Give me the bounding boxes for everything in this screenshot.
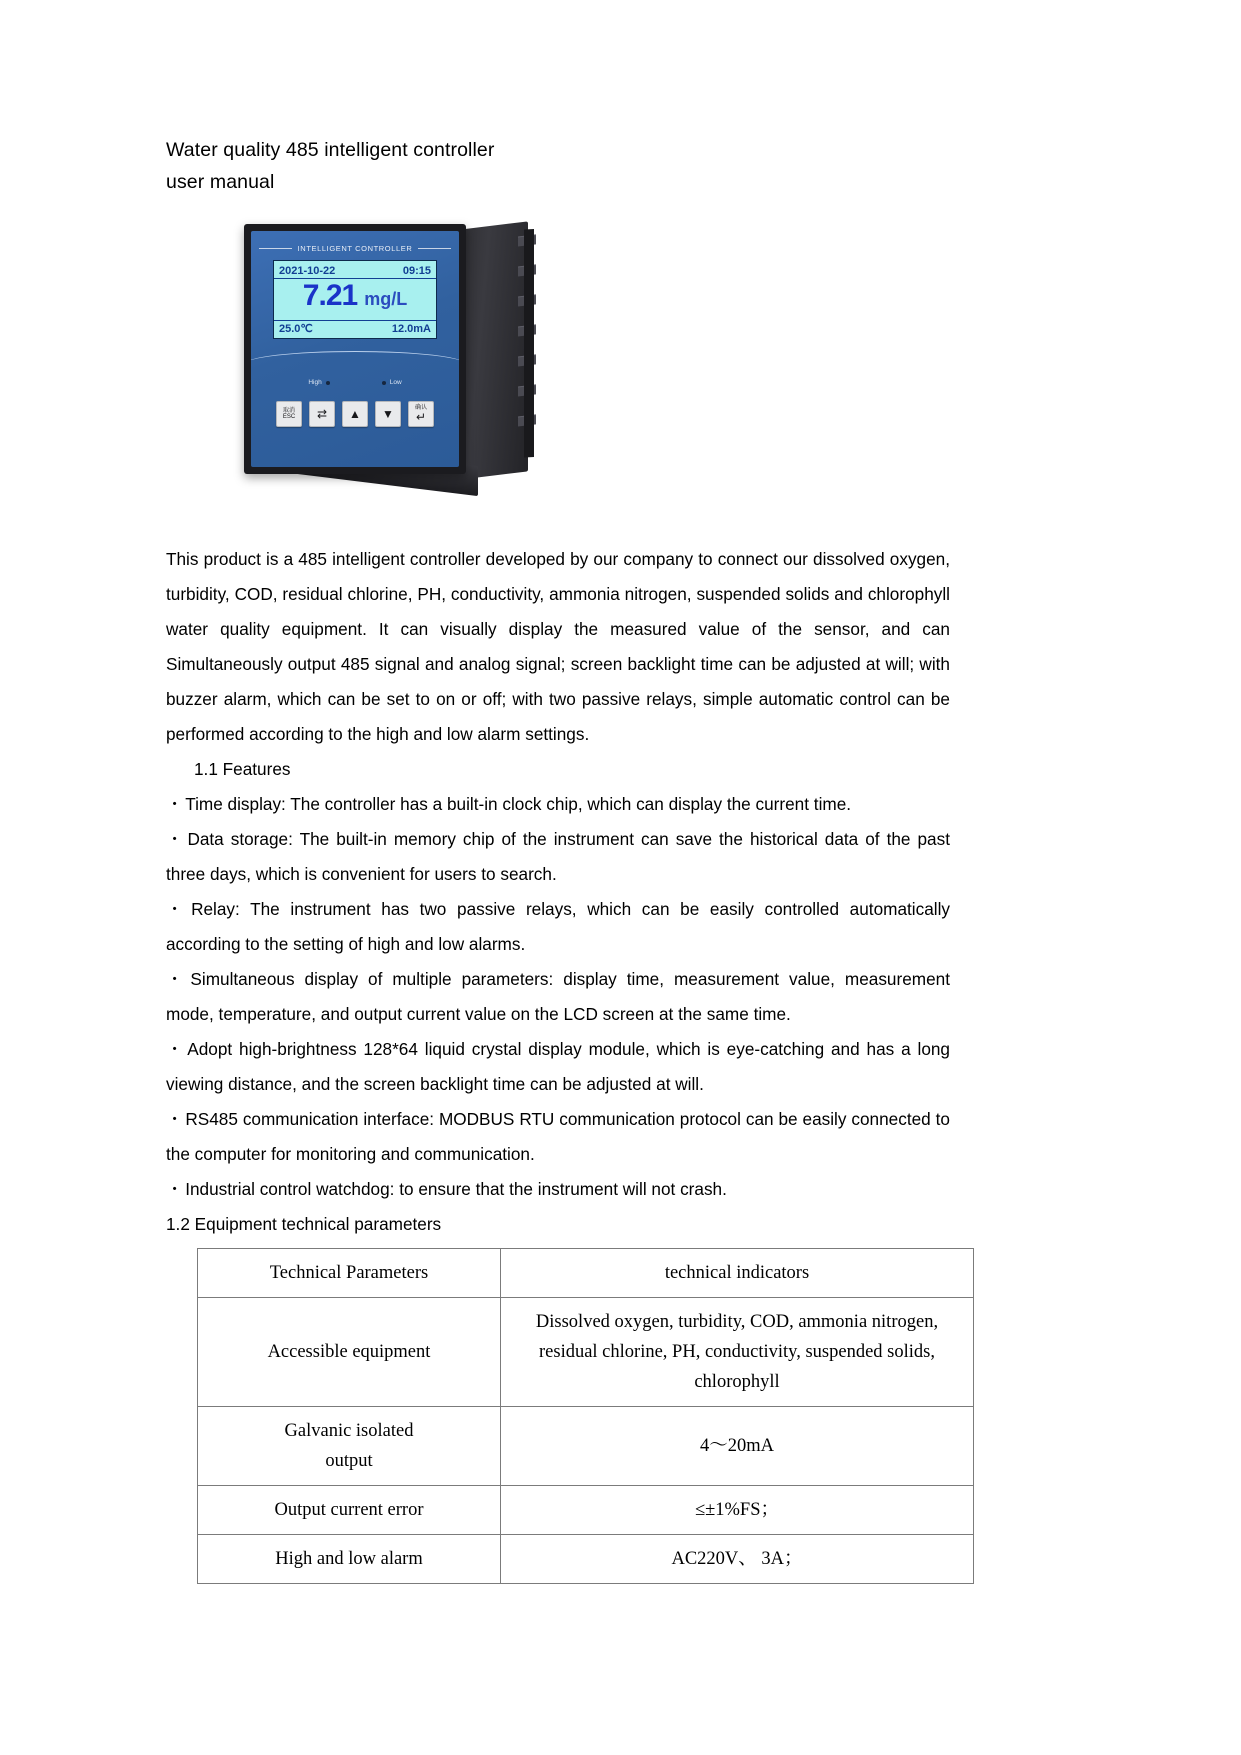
esc-key[interactable] <box>276 401 302 427</box>
table-header-row <box>198 1249 974 1298</box>
row-parameter-galvanic-isolated-output <box>198 1407 501 1486</box>
table-row <box>198 1535 974 1584</box>
feature-text: Time display: The controller has a built-in clock chip, which can display the current time. <box>185 794 852 814</box>
indicator-line: chlorophyll <box>694 1372 780 1392</box>
high-alarm-label: High <box>308 379 322 386</box>
device-front-face <box>251 231 459 467</box>
lcd-measured-unit: mg/L <box>364 289 408 309</box>
high-alarm-led <box>326 381 330 385</box>
brand-rule-left <box>259 248 292 249</box>
row-indicator-high-and-low-alarm: AC220V、 3A； <box>501 1535 974 1584</box>
feature-item <box>166 1032 950 1102</box>
features-heading: 1.1 Features <box>194 759 291 779</box>
device-fin <box>518 384 536 396</box>
device-fin <box>518 294 536 306</box>
device-fin <box>518 234 536 246</box>
device-fin <box>518 414 536 426</box>
row-parameter-output-current-error: Output current error <box>198 1486 501 1535</box>
document-title-line-2: user manual <box>166 171 275 193</box>
low-alarm-label: Low <box>389 379 402 386</box>
parameters-heading: 1.2 Equipment technical parameters <box>166 1214 442 1234</box>
feature-text: Industrial control watchdog: to ensure that the instrument will not crash. <box>185 1179 727 1199</box>
enter-key[interactable] <box>408 401 434 427</box>
product-figure <box>166 220 950 516</box>
bullet-mark-icon: ・ <box>166 899 192 919</box>
lcd-bottom-row <box>274 320 436 336</box>
technical-parameters-table <box>197 1248 974 1584</box>
row-parameter-high-and-low-alarm: High and low alarm <box>198 1535 501 1584</box>
feature-item <box>166 1172 950 1207</box>
up-key[interactable] <box>342 401 368 427</box>
row-indicator-accessible-equipment <box>501 1298 974 1407</box>
table-row <box>198 1486 974 1535</box>
feature-text: Relay: The instrument has two passive relays, which can be easily controlled automatically according to the setting of high and low alarms. <box>166 899 950 954</box>
parameter-line: Galvanic isolated <box>284 1421 414 1441</box>
device-brand-row <box>251 244 459 253</box>
lcd-screen <box>273 260 437 339</box>
intro-paragraph: This product is a 485 intelligent controller developed by our company to connect our dissolved oxygen, turbidity, COD, residual chlorine, PH, conductivity, ammonia nitrogen, suspended solids and chlorophyll water quality equipment. It can visually display the measured value of the sensor, and can Simultaneously output 485 signal and analog signal; screen backlight time can be adjusted at will; with buzzer alarm, which can be set to on or off; with two passive relays, simple automatic control can be performed according to the high and low alarm settings. <box>166 549 950 744</box>
bullet-mark-icon: ・ <box>166 1109 186 1129</box>
document-title <box>166 134 950 198</box>
enter-arrow-icon: ↵ <box>415 410 427 425</box>
page-content <box>166 134 950 1584</box>
high-alarm-indicator <box>308 379 329 386</box>
table-row <box>198 1298 974 1407</box>
brand-rule-right <box>418 248 451 249</box>
feature-item <box>166 962 950 1032</box>
bullet-mark-icon: ・ <box>166 1179 186 1199</box>
face-decorative-curve <box>251 351 459 364</box>
arrow-up-icon: ▲ <box>349 407 361 421</box>
device-front-bezel <box>244 224 466 474</box>
device-fin <box>518 324 536 336</box>
parameter-line: output <box>325 1451 373 1471</box>
feature-text: Data storage: The built-in memory chip of the instrument can save the historical data of the past three days, which is convenient for users to search. <box>166 829 950 884</box>
switch-arrows-icon: ⇄ <box>316 407 328 421</box>
bullet-mark-icon: ・ <box>166 969 191 989</box>
low-alarm-indicator <box>382 379 402 386</box>
bullet-mark-icon: ・ <box>166 829 188 849</box>
lcd-top-row <box>274 263 436 279</box>
row-indicator-output-current-error: ≤±1%FS； <box>501 1486 974 1535</box>
arrow-down-icon: ▼ <box>382 407 394 421</box>
row-parameter-accessible-equipment: Accessible equipment <box>198 1298 501 1407</box>
bullet-mark-icon: ・ <box>166 794 186 814</box>
device-keypad <box>251 401 459 427</box>
switch-key[interactable] <box>309 401 335 427</box>
lcd-output-current: 12.0mA <box>391 322 431 335</box>
lcd-date: 2021-10-22 <box>279 264 336 277</box>
indicator-line: residual chlorine, PH, conductivity, suspended solids, <box>539 1342 935 1362</box>
enter-key-cn-label: 确认 <box>414 404 427 411</box>
table-row <box>198 1407 974 1486</box>
feature-text: Simultaneous display of multiple parameters: display time, measurement value, measurement mode, temperature, and output current value on the LCD screen at the same time. <box>166 969 950 1024</box>
feature-text: RS485 communication interface: MODBUS RTU communication protocol can be easily connected to the computer for monitoring and communication. <box>166 1109 950 1164</box>
row-indicator-galvanic-isolated-output: 4～20mA <box>501 1407 974 1486</box>
esc-key-cn-label: 取消 <box>282 407 295 414</box>
lcd-measurement-row <box>274 281 436 321</box>
indicator-line: Dissolved oxygen, turbidity, COD, ammonia nitrogen, <box>535 1312 939 1332</box>
controller-device-illustration <box>238 220 568 510</box>
down-key[interactable] <box>375 401 401 427</box>
table-header-parameters: Technical Parameters <box>198 1249 501 1298</box>
device-fin <box>518 354 536 366</box>
bullet-mark-icon: ・ <box>166 1039 188 1059</box>
device-fin <box>518 264 536 276</box>
esc-key-en-label: ESC <box>282 414 296 420</box>
feature-item <box>166 892 950 962</box>
alarm-indicator-row <box>251 379 459 386</box>
table-header-indicators: technical indicators <box>501 1249 974 1298</box>
document-title-line-1: Water quality 485 intelligent controller <box>166 139 495 161</box>
feature-item <box>166 1102 950 1172</box>
feature-text: Adopt high-brightness 128*64 liquid crystal display module, which is eye-catching and has a long viewing distance, and the screen backlight time can be adjusted at will. <box>166 1039 950 1094</box>
lcd-time: 09:15 <box>402 264 431 277</box>
feature-item <box>166 822 950 892</box>
device-brand-label: INTELLIGENT CONTROLLER <box>297 244 413 253</box>
low-alarm-led <box>382 381 386 385</box>
lcd-temperature: 25.0℃ <box>279 323 313 335</box>
lcd-measured-value: 7.21 <box>302 279 358 312</box>
feature-item <box>166 787 950 822</box>
